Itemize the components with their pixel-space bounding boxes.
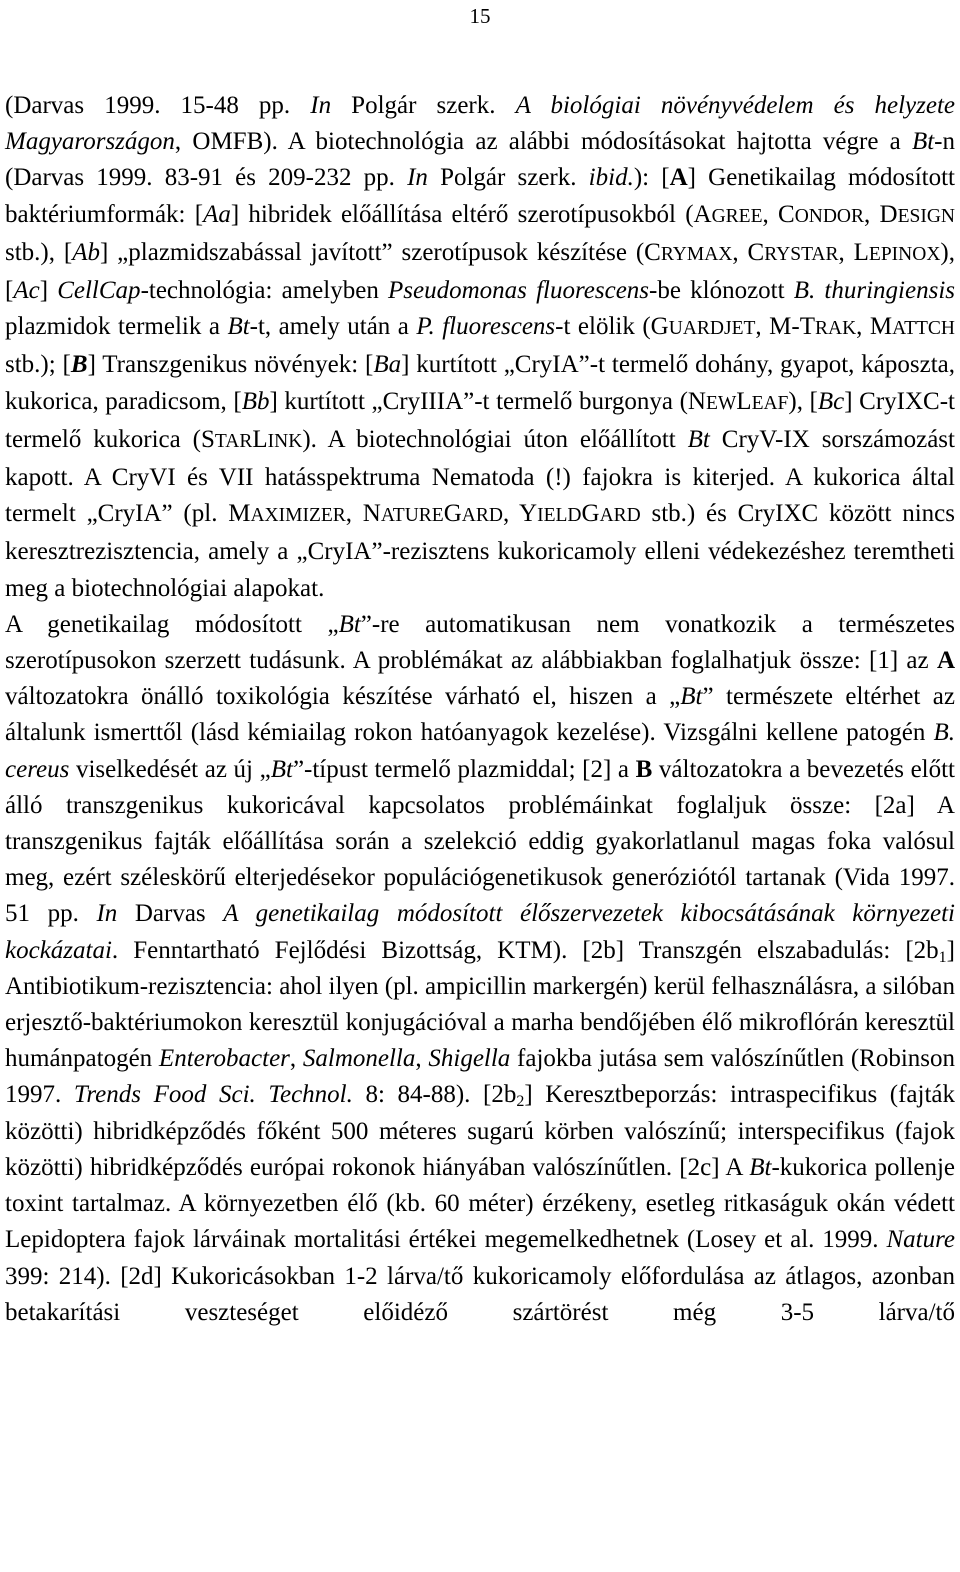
- text-run: stb.), [: [5, 238, 73, 266]
- text-run: ] Genetikailag módosított baktériumformák: [: [5, 164, 955, 228]
- text-run: IELD: [537, 505, 582, 527]
- text-run: Bt: [227, 313, 250, 341]
- text-run: Bt: [687, 425, 710, 453]
- text-run: viselkedését az új „: [69, 755, 271, 783]
- text-run: ] CryIXC-t termelő kukorica (S: [5, 387, 955, 453]
- text-run: P. fluorescens: [416, 313, 556, 341]
- text-run: -technológia: amelyben: [140, 277, 389, 305]
- text-run: AXIMIZER: [250, 505, 346, 527]
- text-run: L: [736, 387, 752, 415]
- text-run: Bc: [817, 387, 845, 415]
- text-run: ,: [289, 1045, 303, 1073]
- text-run: , Y: [502, 500, 538, 528]
- text-run: ONDOR: [794, 205, 865, 227]
- text-run: A genetikailag módosított élőszervezetek kibocsátásának környezeti kockázatai: [5, 900, 956, 964]
- text-run: (Darvas 1999. 15-48 pp.: [5, 92, 311, 119]
- text-run: B: [635, 755, 653, 783]
- text-run: Ac: [13, 277, 40, 305]
- text-run: ” természete eltérhet az általunk ismerttől (lásd kémiailag rokon hatóanyagok kezelése). Vizsgálni kellene patogén: [5, 683, 955, 747]
- text-run: változatokra önálló toxikológia készítése várható el, hiszen a „: [5, 683, 681, 711]
- text-run: , C: [732, 238, 765, 266]
- text-run: A genetikailag módosított „: [5, 610, 339, 638]
- text-run: ibid.: [588, 164, 634, 192]
- paragraph-2: [5, 607, 955, 1331]
- text-run: EW: [705, 392, 737, 414]
- text-run: CryV-IX sorszámozást kapott. A CryVI és VII hatásspektruma Nematoda (!) fajokra is kiterjed. A kukorica által termelt „CryIA” (pl. M: [5, 425, 955, 528]
- text-run: TAR: [214, 430, 253, 452]
- text-run: In: [407, 164, 428, 192]
- text-run: Bt: [680, 683, 703, 711]
- text-run: EPINOX: [868, 243, 941, 265]
- text-run: Pseudomonas fluorescens: [388, 277, 650, 305]
- text-run: Salmonella: [302, 1045, 416, 1073]
- text-run: ATTCH: [892, 318, 955, 340]
- text-run: Aa: [203, 200, 231, 228]
- text-run: , M: [856, 313, 893, 341]
- text-run: Polgár szerk.: [427, 164, 589, 192]
- text-run: Trends Food Sci. Technol.: [73, 1081, 353, 1109]
- text-run: ] kurtított „CryIA”-t termelő dohány, gyapot, káposzta, kukorica, paradicsom, [: [5, 351, 955, 415]
- text-run: A biológiai növényvédelem és helyzete Magyarországon: [5, 92, 956, 156]
- text-run: UARDJET: [668, 318, 756, 340]
- text-run: ”-típust termelő plazmiddal; [2] a: [292, 755, 636, 783]
- text-run: ): [: [633, 164, 670, 192]
- text-run: -be klónozott: [649, 277, 794, 305]
- text-run: INK: [267, 430, 303, 452]
- text-run: CellCap: [57, 277, 141, 305]
- text-run: Polgár szerk.: [331, 92, 516, 119]
- text-run: ]: [39, 277, 58, 305]
- text-run: RAK: [815, 318, 857, 340]
- text-run: ). A biotechnológiai úton előállított: [302, 425, 688, 453]
- text-run: ESIGN: [897, 205, 955, 227]
- text-run: RYSTAR: [764, 243, 839, 265]
- text-run: G: [581, 500, 600, 528]
- text-run: Ab: [72, 238, 100, 266]
- text-run: ,: [415, 1045, 429, 1073]
- text-run: Bt: [749, 1153, 772, 1181]
- text-run: ] Keresztbeporzás: intraspecifikus (fajták közötti) hibridképződés főként 500 méteres sugarú körben valószínű; interspecifikus (fajok közötti) hibridképződés európai rokonok hiányában valószínűtlen. [2c] A: [5, 1081, 956, 1181]
- text-run: L: [252, 425, 268, 453]
- text-run: RYMAX: [660, 243, 733, 265]
- text-run: In: [310, 92, 332, 119]
- text-run: Bt: [270, 755, 293, 783]
- text-run: stb.) és CryIXC között nincs keresztrezisztencia, amely a „CryIA”-rezisztens kukoricamoly elleni védekezéshez teremtheti meg a biotechnológiai alapokat.: [5, 500, 955, 602]
- text-run: Bt: [338, 610, 361, 638]
- text-run: ARD: [461, 505, 503, 527]
- text-run: , N: [345, 500, 381, 528]
- text-run: 2: [516, 1093, 525, 1111]
- text-run: A: [936, 647, 955, 675]
- text-run: ] hibridek előállítása eltérő szerotípusokból (A: [230, 200, 712, 228]
- text-run: változatokra a bevezetés előtt álló transzgenikus kukoricával kapcsolatos problémáinkat foglaljuk össze: [2a] A transzgenikus fajták előállítása során a szelekció eddig gyakorlatlanul magas foka valósul meg, ezért széleskörű elterjedésekor populációgenetikusok generóziótól tartanak (Vida 1997. 51 pp.: [5, 755, 956, 928]
- text-run: B. cereus: [5, 719, 955, 783]
- text-run: Bt: [911, 128, 935, 156]
- text-run: , M-T: [755, 313, 815, 341]
- text-run: 8: 84-88). [2b: [352, 1081, 517, 1109]
- text-run: ”-re automatikusan nem vonatkozik a természetes szerotípusokon szerzett tudásunk. A problémákat az alábbiakban foglalhatjuk össze: [1] az: [5, 610, 956, 675]
- text-run: Darvas: [117, 900, 224, 928]
- text-run: EAF: [751, 392, 789, 414]
- text-run: plazmidok termelik a: [5, 313, 228, 341]
- text-run: -t, amely után a: [249, 313, 417, 341]
- text-run: G: [443, 500, 462, 528]
- text-run: , L: [838, 238, 869, 266]
- text-run: Ba: [373, 351, 402, 379]
- text-run: Shigella: [428, 1045, 511, 1073]
- text-run: GREE: [711, 205, 763, 227]
- text-run: ARD: [599, 505, 641, 527]
- paragraph-1: [5, 88, 955, 607]
- body-text: [5, 88, 955, 1331]
- text-run: B: [70, 351, 88, 379]
- text-run: -kukorica pollenje toxint tartalmaz. A környezetben élő (kb. 60 méter) érzékeny, esetleg ritkaságuk okán védett Lepidoptera fajok lárváinak mortalitási értékei megemelkedhetnek (Losey et al. 1999.: [5, 1153, 955, 1254]
- text-run: B. thuringiensis: [793, 277, 956, 305]
- text-run: ] Transzgenikus növények: [: [87, 351, 374, 379]
- text-run: 399: 214). [2d] Kukoricásokban 1-2 lárva/tő kukoricamoly előfordulása az átlagos, azonban betakarítási veszteséget előidéző szártörést még 3-5 lárva/tő: [5, 1262, 955, 1326]
- text-run: ATURE: [380, 505, 444, 527]
- text-run: stb.); [: [5, 351, 71, 379]
- text-run: fajokba jutása sem valószínűtlen (Robinson 1997.: [5, 1045, 955, 1109]
- text-run: -t elölik (G: [555, 313, 669, 341]
- text-run: In: [96, 900, 118, 928]
- text-run: Nature: [886, 1226, 955, 1254]
- text-run: Enterobacter: [158, 1045, 290, 1073]
- text-run: Bb: [241, 387, 270, 415]
- text-run: A: [669, 164, 688, 192]
- page-number: 15: [469, 4, 491, 28]
- text-run: , C: [762, 200, 795, 228]
- text-run: ] „plazmidszabással javított” szerotípusok készítése (C: [99, 238, 661, 266]
- text-run: , D: [864, 200, 898, 228]
- text-run: -n (Darvas 1999. 83-91 és 209-232 pp.: [5, 128, 955, 192]
- text-run: . Fenntartható Fejlődési Bizottság, KTM). [2b] Transzgén elszabadulás: [2b: [111, 936, 939, 964]
- text-run: 1: [938, 948, 947, 966]
- text-run: ] Antibiotikum-rezisztencia: ahol ilyen (pl. ampicillin markergén) kerül felhasználásra, a silóban erjesztő-baktériumokon keresztül konjugációval a marha bendőjében élő mikroflórán keresztül humánpatogén: [5, 936, 955, 1073]
- text-run: ] kurtított „CryIIIA”-t termelő burgonya (N: [269, 387, 706, 415]
- text-run: , OMFB). A biotechnológia az alábbi módosításokat hajtotta végre a: [174, 128, 912, 156]
- text-run: ), [: [788, 387, 818, 415]
- text-run: ), [: [5, 238, 955, 305]
